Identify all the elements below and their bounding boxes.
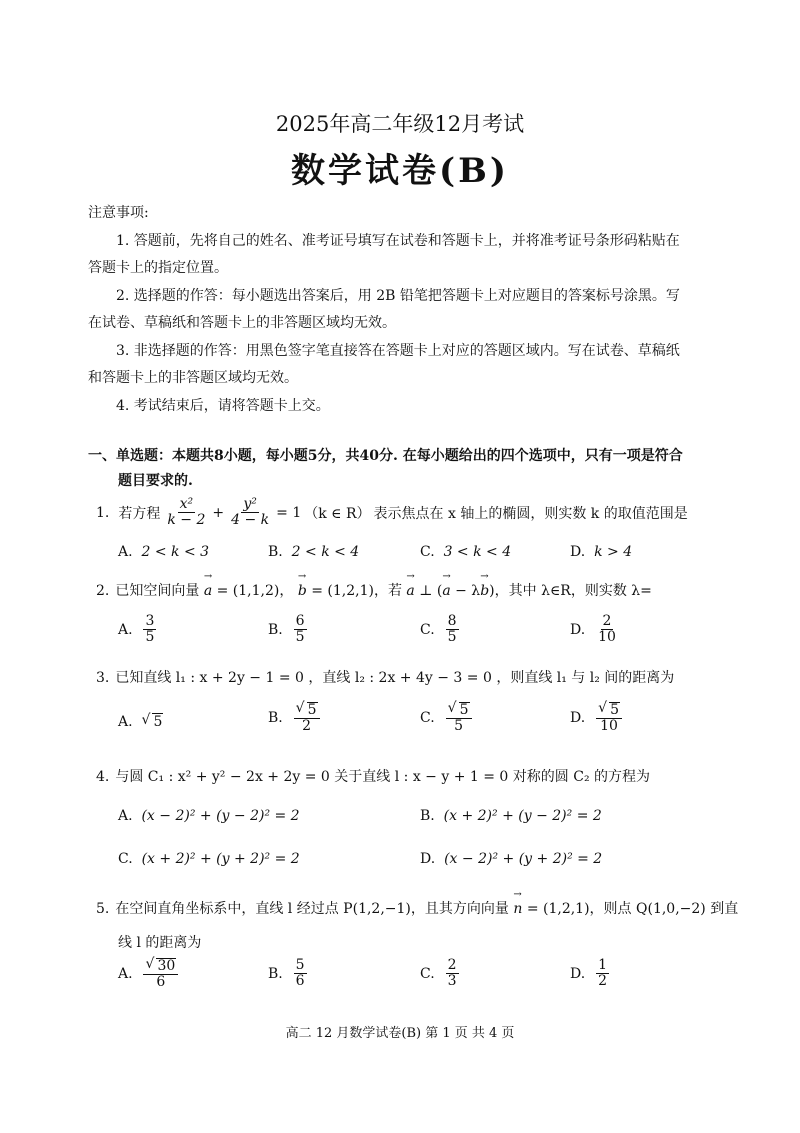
equation-rhs: = 1: [276, 504, 302, 521]
option-d: D. $\frac{2}{10}$: [570, 613, 616, 646]
option-a: A. 2 < k < 3: [118, 544, 210, 560]
option-c: C. (x + 2)² + (y + 2)² = 2: [118, 851, 300, 867]
notice-heading: 注意事项:: [88, 205, 149, 221]
notice-item-3-line-2: 和答题卡上的非答题区域均无效。: [88, 370, 298, 386]
section-heading-line-1: 一、单选题：本题共8小题，每小题5分，共40分. 在每小题给出的四个选项中，只有一项是符合: [88, 448, 683, 464]
question-5-line-2: 线 l 的距离为: [118, 935, 202, 951]
question-2: 2. 已知空间向量 → a = (1,1,2)， → b = (1,2,1)，若 → a ⊥ (→ a − λ→ b)，其中 λ∈R，则实数 λ=: [96, 580, 652, 600]
exam-title: 2025年高二年级12月考试: [275, 112, 525, 136]
question-text: 若方程: [118, 505, 161, 522]
question-number: 2.: [96, 583, 110, 599]
fraction-denominator: k − 2: [167, 512, 206, 529]
vector-n: → n: [513, 901, 522, 917]
question-number: 3.: [96, 670, 110, 686]
option-b: B. √ 5 2: [268, 702, 322, 735]
question-number: 1.: [96, 504, 110, 521]
option-c: C. √ 5 5: [420, 702, 474, 735]
option-d: D. √ 5 10: [570, 702, 624, 735]
option-d: D. k > 4: [570, 544, 633, 560]
question-number: 5.: [96, 901, 110, 917]
vector-a: → a: [406, 583, 414, 599]
notice-item-4: 4. 考试结束后，请将答题卡上交。: [116, 398, 330, 414]
fraction: [165, 497, 207, 529]
notice-item-2-line-1: 2. 选择题的作答：每小题选出答案后，用 2B 铅笔把答题卡上对应题目的答案标号涂黑。写: [116, 288, 680, 304]
question-4: [96, 766, 650, 786]
page-footer: 高二 12 月数学试卷(B) 第 1 页 共 4 页: [285, 1026, 515, 1041]
vector-a: → a: [204, 583, 212, 599]
question-text: 表示焦点在 x 轴上的椭圆，则实数 k 的取值范围是: [373, 505, 688, 522]
option-c: C. $\frac{8}{5}$: [420, 613, 457, 646]
question-5: 5. 在空间直角坐标系中，直线 l 经过点 P(1,2,−1)，且其方向向量 → n = (1,2,1)，则点 Q(1,0,−2) 到直: [96, 898, 738, 918]
fraction-numerator: x²: [179, 496, 194, 512]
vector-b: → b: [298, 583, 307, 599]
section-heading-line-2: 题目要求的.: [118, 473, 193, 489]
option-b: B. (x + 2)² + (y − 2)² = 2: [420, 808, 602, 824]
notice-item-3-line-1: 3. 非选择题的作答：用黑色签字笔直接答在答题卡上对应的答题区域内。写在试卷、草稿纸: [116, 343, 680, 359]
paper-title: 数学试卷(B): [291, 151, 509, 191]
option-a: A. $\frac{3}{5}$: [118, 613, 155, 646]
option-b: B. $\frac{6}{5}$: [268, 613, 305, 646]
fraction-denominator: 4 − k: [231, 512, 270, 529]
fraction-numerator: y²: [243, 496, 257, 512]
condition: （k ∈ R）: [304, 505, 371, 522]
vector-a: → a: [442, 583, 450, 599]
option-d: D. (x − 2)² + (y + 2)² = 2: [420, 851, 603, 867]
option-d: D. $\frac{1}{2}$: [570, 957, 608, 990]
notice-item-2-line-2: 在试卷、草稿纸和答题卡上的非答题区域均无效。: [88, 315, 396, 331]
question-text: 已知直线 l₁ : x + 2y − 1 = 0 ，直线 l₂ : 2x + 4y − 3 = 0 ，则直线 l₁ 与 l₂ 间的距离为: [115, 670, 675, 686]
question-3: [96, 667, 674, 687]
notice-item-1-line-2: 答题卡上的指定位置。: [88, 260, 228, 276]
question-1: [96, 497, 688, 529]
question-text: 与圆 C₁ : x² + y² − 2x + 2y = 0 关于直线 l : x − y + 1 = 0 对称的圆 C₂ 的方程为: [115, 769, 651, 785]
notice-item-1-line-1: 1. 答题前，先将自己的姓名、准考证号填写在试卷和答题卡上，并将准考证号条形码粘贴在: [116, 233, 680, 249]
option-a: A. (x − 2)² + (y − 2)² = 2: [118, 808, 300, 824]
vector-b: → b: [480, 583, 489, 599]
option-a: A. √ 5: [118, 712, 163, 730]
option-b: B. $\frac{5}{6}$: [268, 957, 305, 990]
option-c: C. 3 < k < 4: [420, 544, 512, 560]
option-a: A. √ 30 6: [118, 958, 180, 991]
plus-sign: +: [212, 504, 225, 521]
option-c: C. $\frac{2}{3}$: [420, 957, 457, 990]
option-b: B. 2 < k < 4: [268, 544, 360, 560]
question-number: 4.: [96, 769, 110, 785]
fraction: [229, 497, 271, 529]
